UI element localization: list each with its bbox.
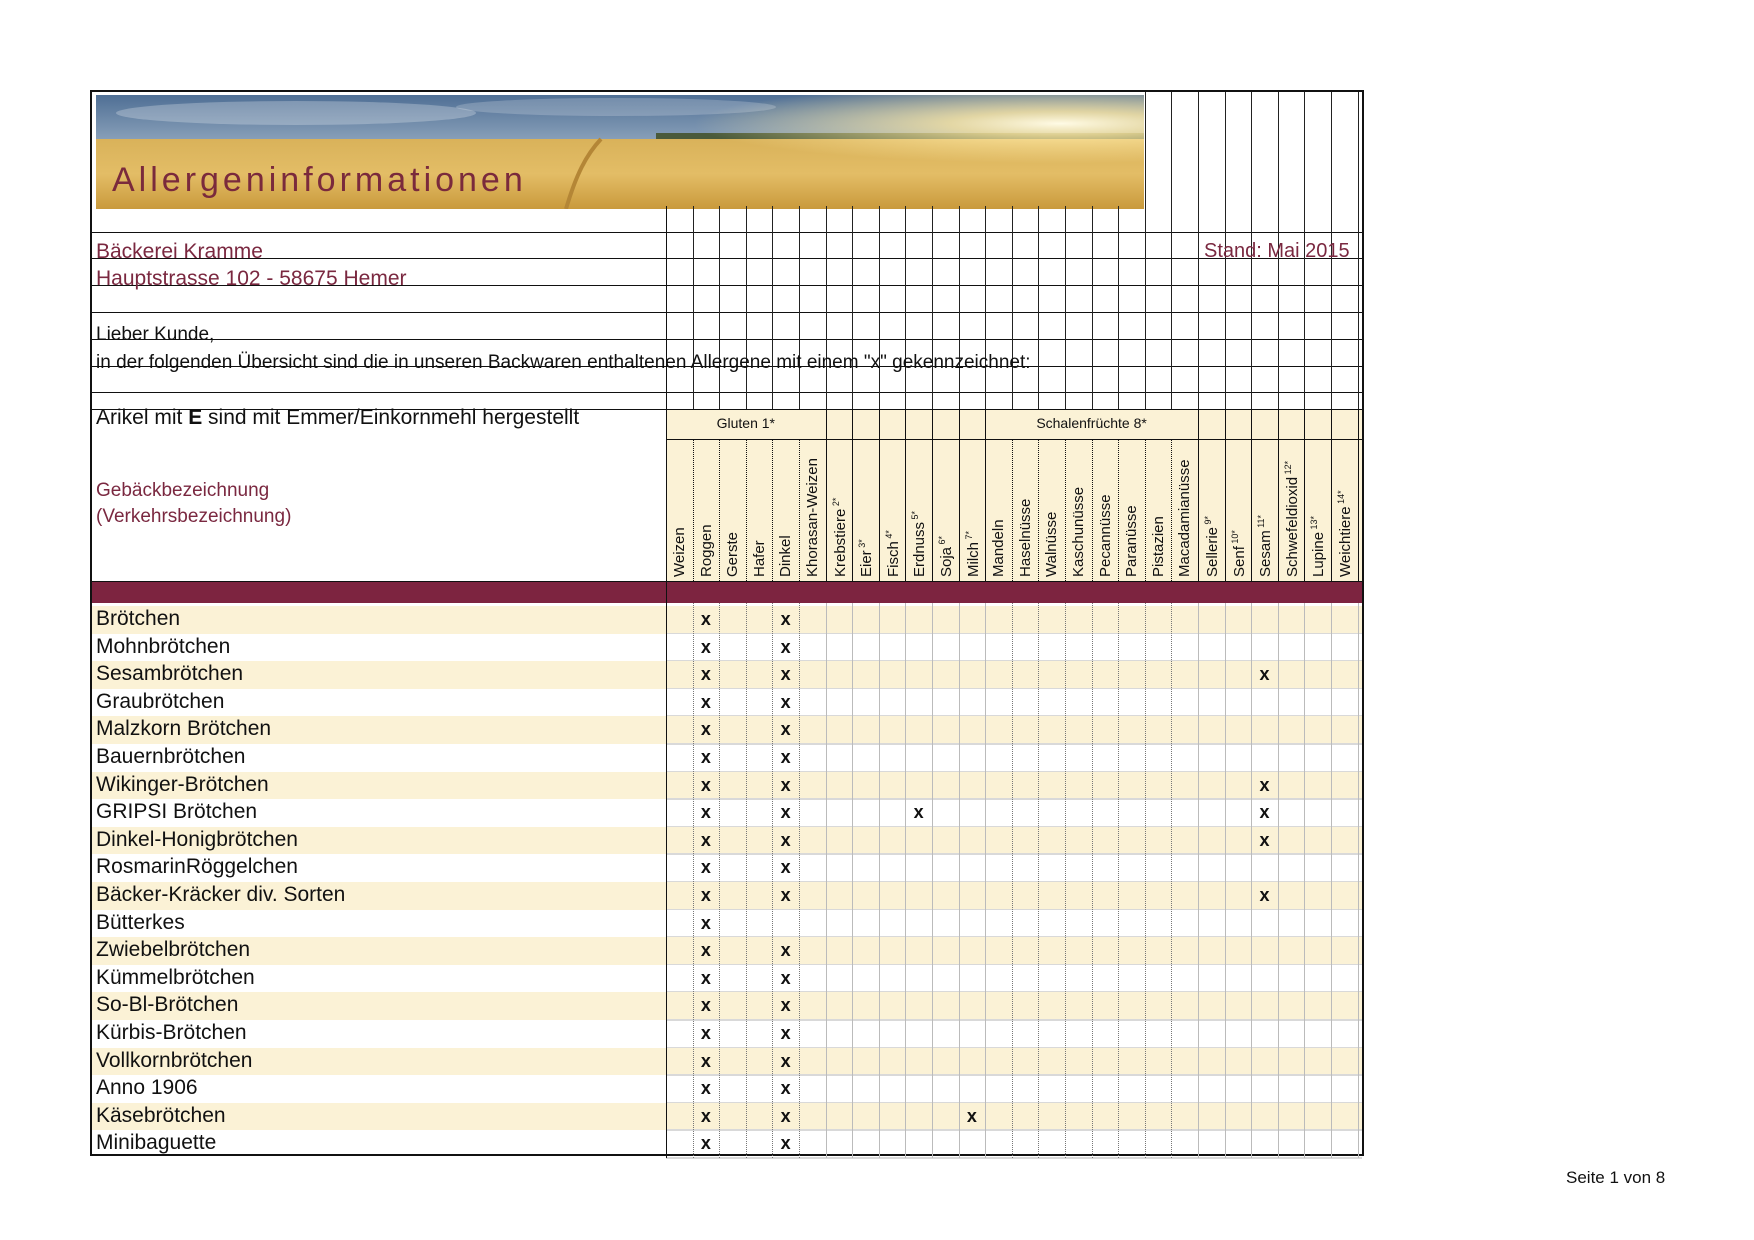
column-divider	[852, 603, 853, 1158]
item-name: Dinkel-Honigbrötchen	[96, 827, 298, 851]
allergen-column-label: Roggen	[697, 524, 715, 577]
allergen-mark: x	[780, 636, 791, 657]
item-name: Brötchen	[96, 607, 181, 630]
column-divider	[959, 603, 960, 1158]
column-divider	[985, 603, 986, 1158]
group-rule	[666, 439, 1362, 440]
allergen-mark: x	[700, 912, 711, 933]
allergen-column-label: Weichtiere $^{14*}$	[1336, 490, 1354, 577]
header-bottom-rule	[92, 581, 1362, 582]
item-name: Kümmelbrötchen	[96, 965, 255, 989]
item-name: Käsebrötchen	[96, 1103, 226, 1127]
allergen-mark: x	[700, 609, 711, 629]
allergen-mark: x	[1259, 802, 1270, 823]
emmer-note-pre: Arikel mit	[96, 406, 189, 429]
allergen-mark: x	[700, 747, 711, 767]
column-divider	[719, 439, 720, 581]
allergen-mark: x	[780, 857, 791, 878]
allergen-column-label: Milch $^{7*}$	[963, 530, 982, 577]
column-divider	[799, 603, 800, 1158]
item-label-line1: Gebäckbezeichnung	[96, 480, 270, 501]
allergen-mark: x	[700, 995, 711, 1016]
allergen-mark: x	[700, 802, 711, 823]
allergen-mark: x	[780, 664, 791, 685]
column-divider	[1304, 603, 1305, 1158]
allergen-mark: x	[780, 1078, 791, 1099]
allergen-column-label: Haselnüsse	[1016, 498, 1034, 577]
column-divider	[932, 409, 933, 581]
item-name: Wikinger-Brötchen	[96, 772, 269, 796]
column-divider	[1038, 603, 1039, 1158]
column-divider	[1065, 439, 1066, 581]
emmer-note-bold: E	[188, 406, 203, 429]
emmer-note	[96, 406, 579, 430]
allergen-footnote-marker: 4*	[883, 530, 894, 542]
allergen-mark: x	[1259, 664, 1270, 685]
column-divider	[1278, 409, 1279, 581]
allergen-column-label: Sesam $^{11*}$	[1256, 514, 1275, 577]
allergen-mark: x	[780, 940, 791, 961]
spacer	[92, 234, 1272, 257]
allergen-mark: x	[780, 967, 791, 988]
allergen-column-label: Hafer	[750, 540, 768, 577]
allergen-column-label: Macadamianüsse	[1176, 459, 1194, 577]
column-divider	[1358, 603, 1359, 1158]
column-divider	[772, 439, 773, 581]
row-gridline	[666, 743, 1362, 745]
allergen-mark: x	[700, 664, 711, 685]
item-name: RosmarinRöggelchen	[96, 855, 298, 879]
allergen-column-label: Soja $^{6*}$	[937, 535, 955, 577]
allergen-mark: x	[700, 774, 711, 795]
allergen-sheet	[90, 90, 1364, 1156]
allergen-column-label: Krebstiere $^{2*}$	[830, 497, 849, 577]
column-divider	[1118, 603, 1119, 1158]
allergen-mark: x	[780, 1050, 791, 1071]
item-label-line2: (Verkehrsbezeichnung)	[96, 506, 292, 527]
row-gridline	[666, 1074, 1362, 1076]
item-name: So-Bl-Brötchen	[96, 993, 239, 1017]
allergen-mark: x	[780, 747, 791, 767]
allergen-mark: x	[700, 1105, 711, 1126]
allergen-column-label: Walnüsse	[1043, 511, 1061, 577]
allergen-footnote-marker: 9*	[1203, 515, 1213, 527]
group-label: Schalenfrüchte 8*	[1036, 415, 1147, 431]
row-gridline	[666, 1019, 1362, 1021]
column-divider	[879, 603, 880, 1158]
allergen-footnote-marker: 14*	[1336, 490, 1346, 507]
row-gridline	[666, 853, 1362, 855]
allergen-mark: x	[780, 995, 791, 1016]
allergen-footnote-marker: 11*	[1256, 514, 1267, 531]
allergen-mark: x	[700, 1023, 711, 1043]
allergen-mark: x	[700, 940, 711, 961]
column-divider	[932, 603, 933, 1158]
column-divider	[1145, 603, 1146, 1158]
allergen-column-label: Sellerie $^{9*}$	[1203, 515, 1221, 577]
column-divider	[1171, 439, 1172, 581]
column-divider	[879, 409, 880, 581]
column-divider	[905, 409, 906, 581]
column-divider	[1304, 409, 1305, 581]
row-gridline	[666, 633, 1362, 635]
column-divider	[1198, 409, 1199, 581]
allergen-mark: x	[780, 719, 791, 740]
row-gridline	[666, 1157, 1362, 1159]
column-divider	[1065, 603, 1066, 1158]
column-divider	[905, 603, 906, 1158]
allergen-column-label: Khorasan-Weizen	[804, 458, 821, 577]
document-title: Allergeninformationen	[112, 161, 527, 199]
allergen-column-label: Gerste	[724, 531, 742, 577]
wheat-field-banner	[96, 95, 1144, 209]
column-divider	[1012, 603, 1013, 1158]
group-label: Gluten 1*	[716, 415, 775, 431]
allergen-mark: x	[780, 829, 791, 850]
column-divider	[746, 439, 747, 581]
allergen-footnote-marker: 3*	[857, 539, 868, 551]
allergen-mark: x	[1259, 885, 1270, 905]
allergen-mark: x	[780, 1023, 791, 1043]
allergen-mark: x	[700, 885, 711, 905]
column-divider	[1358, 409, 1359, 581]
column-divider	[1331, 603, 1332, 1158]
allergen-column-label: Senf $^{10*}$	[1229, 530, 1248, 577]
allergen-column-label: Paranüsse	[1123, 505, 1141, 577]
allergen-column-label: Weizen	[671, 527, 688, 577]
column-divider	[799, 439, 800, 581]
column-divider	[1225, 409, 1226, 581]
row-gridline	[666, 688, 1362, 690]
allergen-mark: x	[780, 885, 791, 905]
column-divider	[1278, 603, 1279, 1158]
column-divider	[1118, 439, 1119, 581]
allergen-mark: x	[780, 1105, 791, 1126]
allergen-footnote-marker: 5*	[910, 510, 921, 522]
column-divider	[1092, 439, 1093, 581]
column-divider	[1145, 439, 1146, 581]
allergen-footnote-marker: 6*	[937, 535, 947, 547]
column-divider	[1251, 603, 1252, 1158]
name-column-divider	[666, 206, 667, 1158]
allergen-mark: x	[700, 967, 711, 988]
item-name: Mohnbrötchen	[96, 634, 231, 658]
allergen-mark: x	[966, 1105, 977, 1126]
allergen-mark: x	[700, 1078, 711, 1099]
row-gridline	[666, 798, 1362, 800]
company-name: Bäckerei Kramme	[96, 240, 263, 263]
allergen-mark: x	[700, 829, 711, 850]
column-divider	[1092, 603, 1093, 1158]
row-gridline	[666, 909, 1362, 911]
item-name: Bauernbrötchen	[96, 745, 246, 768]
allergen-footnote-marker: 7*	[963, 530, 974, 542]
item-name: GRIPSI Brötchen	[96, 800, 258, 824]
allergen-column-label: Mandeln	[990, 519, 1008, 577]
allergen-mark: x	[780, 691, 791, 712]
column-divider	[959, 409, 960, 581]
column-divider	[1038, 439, 1039, 581]
separator-band	[92, 581, 1362, 603]
allergen-column-label: Pistazien	[1149, 516, 1167, 577]
allergen-column-label: Fisch $^{4*}$	[883, 530, 902, 577]
allergen-mark: x	[700, 691, 711, 712]
company-address: Hauptstrasse 102 - 58675 Hemer	[96, 267, 407, 290]
item-name: Bütterkes	[96, 910, 185, 934]
column-divider	[693, 439, 694, 581]
allergen-column-label: Schwefeldioxid $^{12*}$	[1282, 460, 1301, 577]
allergen-mark: x	[780, 802, 791, 823]
allergen-mark: x	[1259, 774, 1270, 795]
item-name: Anno 1906	[96, 1076, 198, 1100]
allergen-mark: x	[700, 857, 711, 878]
column-divider	[772, 603, 773, 1158]
allergen-column-label: Eier $^{3*}$	[857, 539, 876, 577]
allergen-mark: x	[700, 1050, 711, 1071]
row-gridline	[666, 964, 1362, 966]
column-divider	[719, 603, 720, 1158]
allergen-mark: x	[700, 636, 711, 657]
item-name: Vollkornbrötchen	[96, 1048, 253, 1072]
column-divider	[985, 409, 986, 581]
allergen-mark: x	[700, 1133, 711, 1154]
allergen-mark: x	[780, 774, 791, 795]
column-divider	[826, 409, 827, 581]
allergen-column-label: Kaschunüsse	[1070, 486, 1087, 577]
item-name: Kürbis-Brötchen	[96, 1021, 247, 1044]
column-divider	[1198, 603, 1199, 1158]
allergen-mark: x	[780, 609, 791, 629]
allergen-mark: x	[780, 1133, 791, 1154]
column-divider	[826, 603, 827, 1158]
column-divider	[1225, 603, 1226, 1158]
allergen-mark: x	[700, 719, 711, 740]
item-name: Minibaguette	[96, 1131, 217, 1155]
allergen-footnote-marker: 12*	[1282, 460, 1293, 477]
allergen-mark: x	[913, 802, 924, 823]
allergen-column-label: Lupine $^{13*}$	[1309, 515, 1328, 577]
allergen-footnote-marker: 2*	[830, 497, 841, 509]
column-divider	[852, 409, 853, 581]
item-name: Bäcker-Kräcker div. Sorten	[96, 883, 346, 906]
allergen-mark: x	[1259, 829, 1270, 850]
column-divider	[1331, 409, 1332, 581]
allergen-column-label: Pecannüsse	[1096, 494, 1114, 577]
column-divider	[746, 603, 747, 1158]
column-divider	[1171, 603, 1172, 1158]
item-name: Zwiebelbrötchen	[96, 938, 251, 962]
intro-text: in der folgenden Übersicht sind die in unseren Backwaren enthaltenen Allergene mit einem "x" gekennzeichnet:	[96, 352, 1031, 373]
greeting: Lieber Kunde,	[96, 324, 215, 345]
allergen-column-label: Erdnuss $^{5*}$	[910, 510, 929, 577]
item-name: Sesambrötchen	[96, 662, 244, 686]
item-name: Graubrötchen	[96, 689, 225, 713]
allergen-column-label: Dinkel	[777, 535, 795, 577]
column-divider	[693, 603, 694, 1158]
column-divider	[1251, 409, 1252, 581]
allergen-footnote-marker: 10*	[1229, 530, 1240, 547]
stand-date: Stand: Mai 2015	[1204, 240, 1350, 262]
row-gridline	[666, 1129, 1362, 1131]
allergen-footnote-marker: 13*	[1309, 515, 1320, 532]
emmer-note-post: sind mit Emmer/Einkornmehl hergestellt	[202, 406, 580, 429]
page-number: Seite 1 von 8	[1566, 1168, 1666, 1187]
info-gridline	[1358, 92, 1359, 409]
item-name: Malzkorn Brötchen	[96, 717, 272, 741]
column-divider	[1012, 439, 1013, 581]
